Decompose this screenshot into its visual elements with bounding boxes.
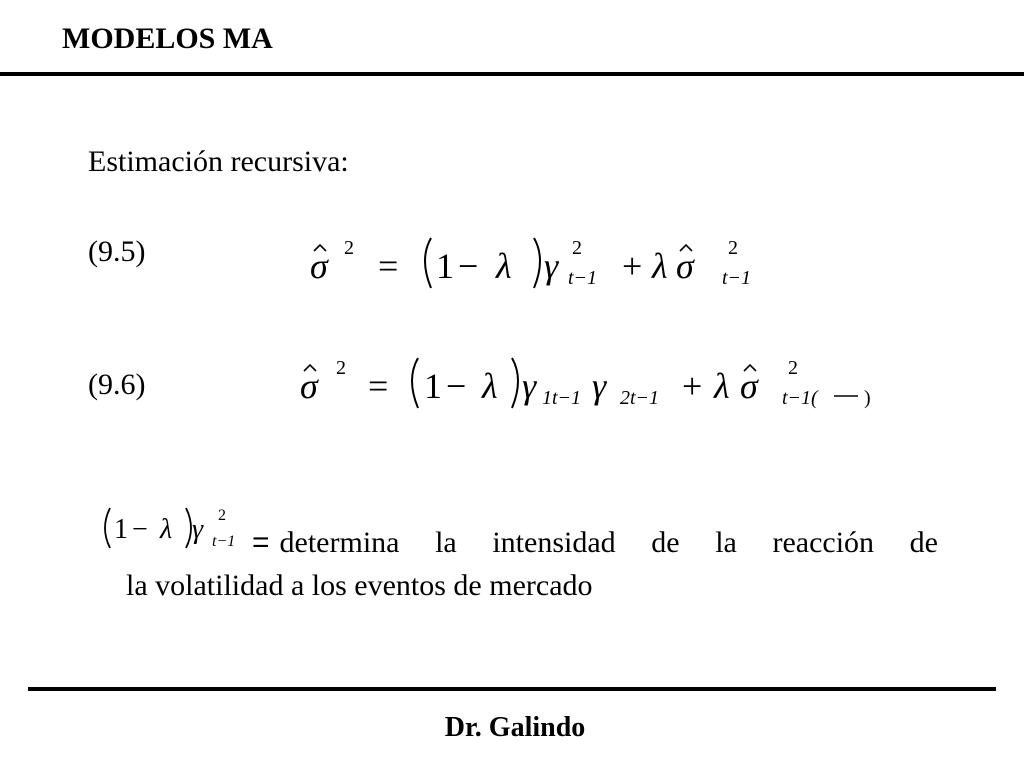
lambda-symbol-2: λ	[714, 366, 730, 406]
right-paren	[186, 508, 191, 548]
plus-sign: +	[682, 366, 703, 406]
sigma-hat-symbol: σ	[300, 366, 318, 406]
gamma-exponent: 2	[218, 507, 226, 524]
equals-sign: =	[378, 246, 399, 286]
left-paren	[425, 238, 431, 288]
minus-sign: −	[446, 366, 467, 406]
sigma-hat-symbol: σ	[310, 246, 328, 286]
section-heading: Estimación recursiva:	[88, 145, 349, 178]
bottom-divider	[28, 687, 996, 691]
sigma-exponent: 2	[788, 357, 798, 379]
exponent: 2	[336, 357, 346, 379]
equation-9-5	[300, 226, 780, 296]
lambda-symbol: λ	[482, 366, 498, 406]
minus-sign: −	[132, 514, 148, 545]
one-digit: 1	[424, 366, 442, 406]
equation-label-9-6: (9.6)	[88, 368, 146, 401]
slide-title: MODELOS MA	[62, 22, 273, 55]
equals-sign: =	[368, 366, 389, 406]
equation-label-9-5: (9.5)	[88, 235, 146, 268]
description-line-2: la volatilidad a los eventos de mercado	[126, 569, 593, 602]
sigma-subscript: t−1(	[782, 387, 818, 409]
gamma-2-subscript: 2t−1	[620, 387, 660, 409]
gamma-symbol: γ	[192, 514, 204, 545]
exponent: 2	[344, 237, 354, 259]
gamma-symbol-1: γ	[522, 366, 537, 406]
one-digit: 1	[114, 514, 128, 545]
gamma-symbol: γ	[544, 246, 559, 286]
equals-sign: =	[252, 526, 270, 559]
sigma-subscript-close: )	[864, 387, 871, 409]
sigma-hat-symbol-2: σ	[740, 366, 758, 406]
gamma-subscript: t−1	[568, 267, 598, 289]
gamma-subscript: t−1	[212, 533, 236, 550]
sigma-exponent: 2	[728, 237, 738, 259]
top-divider	[0, 72, 1024, 76]
footer-author: Dr. Galindo	[444, 712, 586, 743]
lambda-symbol-2: λ	[652, 246, 668, 286]
description-formula	[102, 502, 252, 552]
right-paren	[512, 358, 518, 408]
gamma-1-subscript: 1t−1	[542, 387, 582, 409]
minus-sign: −	[458, 246, 479, 286]
left-paren	[412, 358, 418, 408]
lambda-symbol: λ	[496, 246, 512, 286]
lambda-symbol: λ	[160, 514, 173, 545]
plus-sign: +	[622, 246, 643, 286]
description-text-1: determina la intensidad de la reacción de	[279, 526, 938, 559]
gamma-exponent: 2	[572, 237, 582, 259]
description-line-1	[114, 502, 938, 564]
one-digit: 1	[436, 246, 454, 286]
equation-9-6	[290, 346, 890, 416]
sigma-hat-symbol-2: σ	[676, 246, 694, 286]
description-paragraph	[114, 502, 938, 607]
gamma-symbol-2: γ	[592, 366, 607, 406]
sigma-subscript: t−1	[722, 267, 752, 289]
left-paren	[105, 508, 110, 548]
right-paren	[534, 238, 540, 288]
